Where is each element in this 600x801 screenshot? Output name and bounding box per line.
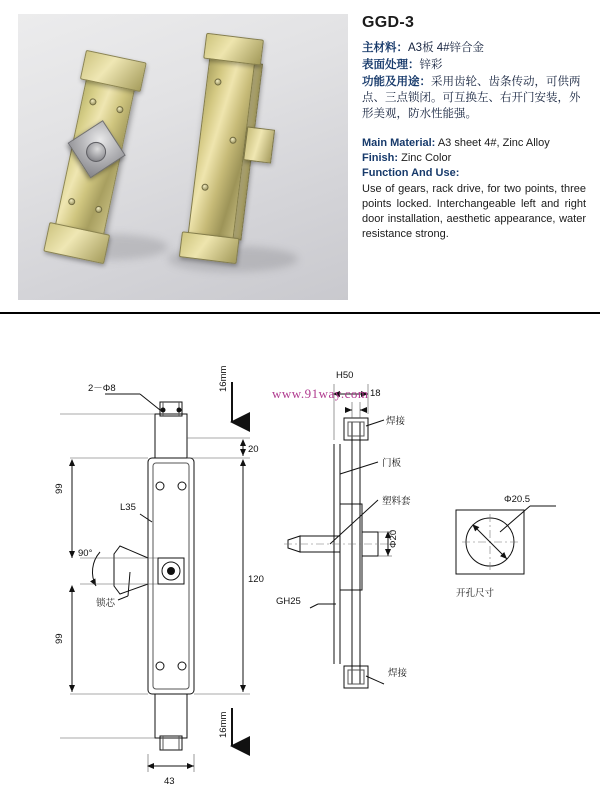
spec-label-finish-cn: 表面处理： (362, 59, 420, 71)
label-plastic-sleeve: 塑料套 (382, 496, 411, 507)
page-title: GGD-3 (362, 14, 415, 31)
front-screw-hole (156, 662, 164, 670)
label-dim-99-bottom: 99 (54, 633, 65, 644)
spec-row-finish-cn (362, 57, 586, 73)
spec-label-function-en: Function And Use: (362, 167, 460, 179)
front-screw-hole (156, 482, 164, 490)
spec-row-finish-en (362, 151, 586, 166)
label-hole-caption: 开孔尺寸 (456, 588, 495, 599)
label-holes: 2－Φ8 (88, 383, 116, 394)
label-dim-120: 120 (248, 574, 264, 585)
front-body-outline (148, 458, 194, 694)
label-dim-20: 20 (248, 444, 259, 455)
english-spec-block (362, 136, 586, 242)
product-info-panel (362, 14, 586, 300)
front-screw-hole (178, 662, 186, 670)
spec-value-function-cn: 采用齿轮、齿条传动，可供两点、三点锁闭。可互换左、右开门安装，外形美观，防水性能强。 (362, 76, 581, 120)
spec-value-material-cn: A3板 4#锌合金 (408, 42, 485, 54)
spec-label-finish-en: Finish: (362, 152, 399, 164)
label-h50: H50 (336, 370, 354, 381)
spec-row-material-en (362, 136, 586, 151)
watermark-text: www.91way.com (272, 386, 369, 401)
hole-detail-view (456, 506, 556, 574)
lock-drive-rod (243, 126, 275, 163)
label-arrow-bottom: 16mm (218, 711, 229, 738)
product-photo (18, 14, 348, 300)
side-view (284, 384, 392, 688)
spec-value-finish-cn: 锌彩 (419, 59, 443, 71)
leader-plastic-sleeve (330, 500, 378, 544)
spec-label-material-en: Main Material: (362, 137, 436, 149)
label-dim-43: 43 (164, 776, 175, 787)
label-gh25: GH25 (276, 596, 301, 607)
spec-label-material-cn: 主材料： (362, 42, 408, 54)
label-l35: L35 (120, 502, 136, 513)
photo-background (18, 14, 348, 300)
spec-label-function-cn: 功能及用途： (362, 76, 431, 88)
spec-row-function-cn (362, 74, 586, 122)
label-lock-core: 锁芯 (96, 598, 116, 609)
leader-door-plate (340, 462, 378, 474)
technical-drawing-section (0, 314, 600, 801)
leader-weld-bottom (366, 676, 384, 684)
label-phi20: Φ20 (388, 529, 399, 548)
label-angle: 90° (78, 548, 93, 559)
label-door-plate: 门板 (382, 458, 402, 469)
lock-body-front (41, 47, 149, 266)
front-top-bracket (155, 414, 187, 458)
product-header-section (0, 0, 600, 310)
front-bottom-bracket (155, 694, 187, 738)
chinese-spec-block (362, 40, 586, 122)
leader-weld-top (366, 420, 384, 426)
side-body (340, 504, 362, 590)
spec-row-material-cn (362, 40, 586, 56)
front-cam (114, 546, 148, 594)
spec-function-paragraph-en: Use of gears, rack drive, for two points, three points locked. Interchangeable left and right door installation, aesthetic appearance, water resistance strong. (362, 183, 586, 240)
spec-value-material-en: A3 sheet 4#, Zinc Alloy (437, 137, 550, 149)
rotation-arc (92, 552, 100, 586)
label-phi205: Φ20.5 (504, 494, 531, 505)
front-screw-hole (178, 482, 186, 490)
label-dim-99-top: 99 (54, 483, 65, 494)
lock-body-side (164, 31, 288, 273)
label-arrow-top: 16mm (218, 365, 229, 392)
spec-row-function-en (362, 166, 586, 181)
label-weld-top: 焊接 (386, 416, 406, 427)
label-dim-18: 18 (370, 388, 381, 399)
label-weld-bottom: 焊接 (388, 668, 408, 679)
spec-value-finish-en: Zinc Color (401, 152, 452, 164)
front-cylinder-center (167, 567, 175, 575)
